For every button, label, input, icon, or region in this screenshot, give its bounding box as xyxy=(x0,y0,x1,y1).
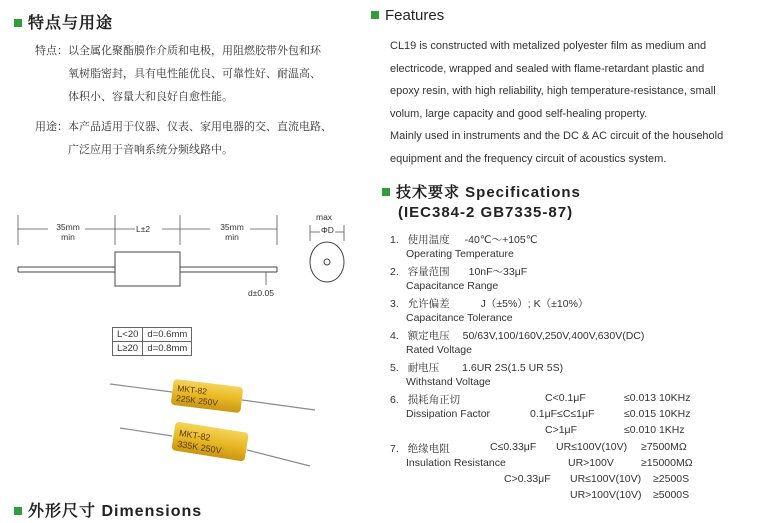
spec-item-withstand-voltage: 5. 耐电压 1.6UR 2S(1.5 UR 5S) xyxy=(390,362,564,374)
section-heading-features-en: Features xyxy=(371,7,444,24)
spec-item-capacitance-range: 2. 容量范围 10nF～33μF xyxy=(390,266,528,278)
lead-diameter-table xyxy=(112,327,192,356)
table-row: L<20 d=0.6mm xyxy=(113,328,192,342)
spec-item-rated-voltage: 4. 额定电压 50/63V,100/160V,250V,400V,630V(DC) xyxy=(390,330,645,342)
spec-item-temperature: 1. 使用温度 -40℃～+105℃ xyxy=(390,234,538,246)
use-cn-label: 用途： xyxy=(35,121,68,133)
heading-square-icon xyxy=(14,507,22,515)
features-cn-paragraph: 特点：以全属化聚酯膜作介质和电极，用阻燃胶带外包和环 氧树脂密封，具有电性能优良、可靠性好、耐温高、 体积小、容量大和良好自愈性能。 xyxy=(35,45,321,103)
features-en-paragraph: CL19 is constructed with metalized polyester film as medium and electricode, wrapped and sealed with flame-retardant plastic and epoxy resin, with high reliability, high temperature-resistance, small volum, large capacity and good self-healing property. Mainly used in instruments and the DC & AC circuit of the household equipment and the frequency circuit of acoustics system. xyxy=(390,40,724,165)
table-row: L≥20 d=0.8mm xyxy=(113,342,192,356)
section-heading-specifications: 技术要求 Specifications xyxy=(382,181,581,202)
body-length-label: L±2 xyxy=(136,224,151,234)
spec-item-dissipation-factor: 6. 损耗角正切 xyxy=(390,394,461,406)
capacitor-2-marking: MKT-82 335K 250V xyxy=(176,428,223,456)
heading-square-icon xyxy=(371,11,379,19)
use-cn-paragraph: 用途：本产品适用于仪器、仪表、家用电器的交、直流电路、 广泛应用于音响系统分频线路中。 xyxy=(35,121,332,156)
capacitor-product-photos xyxy=(110,370,330,485)
spec-item-insulation-resistance: 7. 绝缘电阻 xyxy=(390,443,450,455)
heading-square-icon xyxy=(382,188,390,196)
capacitor-1-marking: MKT-82 225K 250V xyxy=(175,383,219,408)
lead-diameter-label: d±0.05 xyxy=(248,288,274,298)
lead-length-right-label: 35mm min xyxy=(220,222,244,242)
specifications-standard: (IEC384-2 GB7335-87) xyxy=(398,204,574,221)
max-label: max xyxy=(316,212,333,222)
section-heading-dimensions: 外形尺寸 Dimensions xyxy=(14,498,202,521)
body-diameter-label: ΦD xyxy=(321,225,334,235)
features-cn-label: 特点： xyxy=(35,45,68,57)
spec-item-tolerance: 3. 允许偏差 J（±5%）; K（±10%） xyxy=(390,298,589,310)
capacitor-dimension-drawing xyxy=(10,205,355,305)
heading-square-icon xyxy=(14,19,22,27)
lead-length-left-label: 35mm min xyxy=(56,222,80,242)
section-heading-features-cn: 特点与用途 xyxy=(14,10,113,33)
